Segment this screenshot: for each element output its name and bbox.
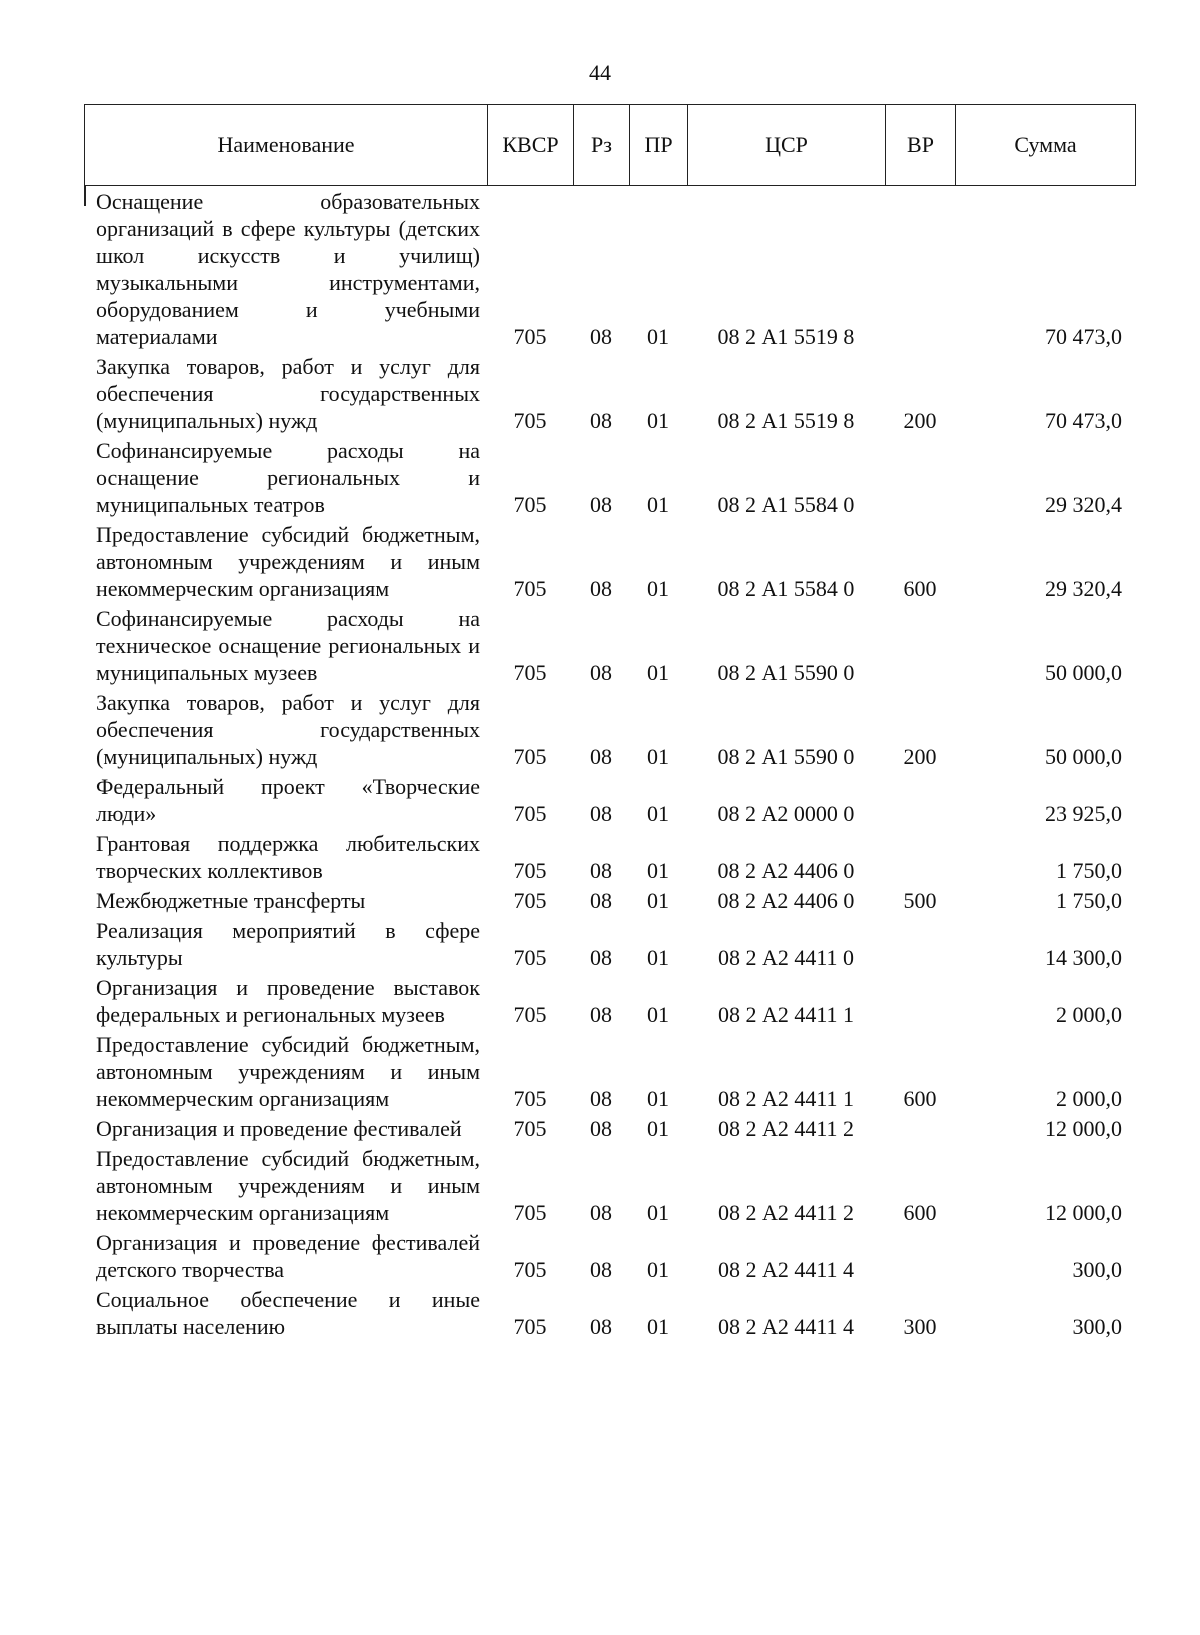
row-name: Предоставление субсидий бюджетным, автономным учреждениям и иным некоммерческим организациям xyxy=(96,522,480,601)
row-name: Грантовая поддержка любительских творческих коллективов xyxy=(96,831,480,883)
row-name: Организация и проведение фестивалей xyxy=(96,1116,462,1141)
row-pr: 01 xyxy=(647,1314,669,1339)
column-header-csr: ЦСР xyxy=(688,105,886,185)
table-row xyxy=(84,353,1136,434)
row-sum: 29 320,4 xyxy=(1045,492,1122,517)
row-pr: 01 xyxy=(647,1257,669,1282)
row-rz: 08 xyxy=(590,801,612,826)
row-sum: 12 000,0 xyxy=(1045,1200,1122,1225)
row-rz: 08 xyxy=(590,1257,612,1282)
page-number: 44 xyxy=(589,60,611,85)
row-name: Реализация мероприятий в сфере культуры xyxy=(96,918,480,970)
row-csr: 08 2 А1 5590 0 xyxy=(717,660,855,685)
row-csr: 08 2 А1 5519 8 xyxy=(717,408,855,433)
row-kvsr: 705 xyxy=(513,945,547,970)
column-header-kvsr: КВСР xyxy=(488,105,574,185)
table-row xyxy=(84,1031,1136,1112)
row-name: Организация и проведение выставок федеральных и региональных музеев xyxy=(96,975,480,1027)
row-sum: 23 925,0 xyxy=(1045,801,1122,826)
row-sum: 300,0 xyxy=(1072,1257,1122,1282)
row-pr: 01 xyxy=(647,1116,669,1141)
row-kvsr: 705 xyxy=(513,660,547,685)
row-csr: 08 2 А1 5590 0 xyxy=(717,744,855,769)
row-rz: 08 xyxy=(590,888,612,913)
column-header-pr: ПР xyxy=(630,105,688,185)
row-pr: 01 xyxy=(647,324,669,349)
row-pr: 01 xyxy=(647,660,669,685)
column-header-vr: ВР xyxy=(886,105,956,185)
row-kvsr: 705 xyxy=(513,492,547,517)
row-name: Социальное обеспечение и иные выплаты населению xyxy=(96,1287,480,1339)
row-sum: 1 750,0 xyxy=(1056,858,1122,883)
table-row xyxy=(84,887,1136,914)
row-csr: 08 2 А2 4411 4 xyxy=(717,1257,855,1282)
row-pr: 01 xyxy=(647,1002,669,1027)
row-csr: 08 2 А2 4411 0 xyxy=(717,945,855,970)
row-rz: 08 xyxy=(590,576,612,601)
table-row xyxy=(84,1286,1136,1340)
row-pr: 01 xyxy=(647,1086,669,1111)
row-pr: 01 xyxy=(647,744,669,769)
row-csr: 08 2 А2 4411 1 xyxy=(717,1086,855,1111)
row-rz: 08 xyxy=(590,744,612,769)
row-rz: 08 xyxy=(590,858,612,883)
row-sum: 12 000,0 xyxy=(1045,1116,1122,1141)
row-sum: 300,0 xyxy=(1072,1314,1122,1339)
row-sum: 2 000,0 xyxy=(1056,1086,1122,1111)
row-kvsr: 705 xyxy=(513,744,547,769)
row-csr: 08 2 А2 4411 4 xyxy=(717,1314,855,1339)
row-rz: 08 xyxy=(590,1200,612,1225)
row-kvsr: 705 xyxy=(513,576,547,601)
row-name: Закупка товаров, работ и услуг для обеспечения государственных (муниципальных) нужд xyxy=(96,354,480,433)
row-kvsr: 705 xyxy=(513,408,547,433)
row-sum: 29 320,4 xyxy=(1045,576,1122,601)
row-name: Предоставление субсидий бюджетным, автономным учреждениям и иным некоммерческим организациям xyxy=(96,1032,480,1111)
row-rz: 08 xyxy=(590,492,612,517)
column-header-rz: Рз xyxy=(574,105,630,185)
row-sum: 14 300,0 xyxy=(1045,945,1122,970)
row-name: Софинансируемые расходы на техническое оснащение региональных и муниципальных музеев xyxy=(96,606,480,685)
row-csr: 08 2 А1 5584 0 xyxy=(717,492,855,517)
row-vr: 200 xyxy=(903,744,937,769)
row-kvsr: 705 xyxy=(513,801,547,826)
row-rz: 08 xyxy=(590,1314,612,1339)
row-name: Закупка товаров, работ и услуг для обеспечения государственных (муниципальных) нужд xyxy=(96,690,480,769)
row-sum: 50 000,0 xyxy=(1045,660,1122,685)
row-vr: 200 xyxy=(903,408,937,433)
table-row xyxy=(84,773,1136,827)
row-name: Федеральный проект «Творческие люди» xyxy=(96,774,480,826)
row-pr: 01 xyxy=(647,858,669,883)
row-name: Организация и проведение фестивалей детского творчества xyxy=(96,1230,480,1282)
table-row xyxy=(84,605,1136,686)
row-pr: 01 xyxy=(647,801,669,826)
table-row xyxy=(84,1115,1136,1142)
row-kvsr: 705 xyxy=(513,1116,547,1141)
row-vr: 600 xyxy=(903,576,937,601)
row-kvsr: 705 xyxy=(513,1200,547,1225)
row-sum: 70 473,0 xyxy=(1045,324,1122,349)
row-csr: 08 2 А1 5584 0 xyxy=(717,576,855,601)
table-row xyxy=(84,689,1136,770)
row-vr: 300 xyxy=(903,1314,937,1339)
row-csr: 08 2 А2 4406 0 xyxy=(717,858,855,883)
column-header-name: Наименование xyxy=(85,105,488,185)
row-rz: 08 xyxy=(590,1086,612,1111)
row-name: Межбюджетные трансферты xyxy=(96,888,366,913)
row-pr: 01 xyxy=(647,1200,669,1225)
table-row xyxy=(84,521,1136,602)
row-csr: 08 2 А2 4411 1 xyxy=(717,1002,855,1027)
row-spacer xyxy=(84,1340,1136,1343)
row-kvsr: 705 xyxy=(513,1257,547,1282)
row-vr: 600 xyxy=(903,1086,937,1111)
table-row xyxy=(84,917,1136,971)
row-rz: 08 xyxy=(590,1002,612,1027)
row-kvsr: 705 xyxy=(513,888,547,913)
row-vr: 600 xyxy=(903,1200,937,1225)
row-name: Оснащение образовательных организаций в сфере культуры (детских школ искусств и училищ) музыкальными инструментами, оборудованием и учебными материалами xyxy=(96,189,480,349)
row-name: Предоставление субсидий бюджетным, автономным учреждениям и иным некоммерческим организациям xyxy=(96,1146,480,1225)
row-csr: 08 2 А2 4411 2 xyxy=(717,1116,855,1141)
row-kvsr: 705 xyxy=(513,858,547,883)
row-csr: 08 2 А2 4411 2 xyxy=(717,1200,855,1225)
row-rz: 08 xyxy=(590,324,612,349)
row-rz: 08 xyxy=(590,945,612,970)
row-vr: 500 xyxy=(903,888,937,913)
row-rz: 08 xyxy=(590,660,612,685)
row-pr: 01 xyxy=(647,945,669,970)
table-body xyxy=(84,188,1136,1343)
row-sum: 50 000,0 xyxy=(1045,744,1122,769)
row-rz: 08 xyxy=(590,1116,612,1141)
table-row xyxy=(84,830,1136,884)
row-rz: 08 xyxy=(590,408,612,433)
row-csr: 08 2 А1 5519 8 xyxy=(717,324,855,349)
row-pr: 01 xyxy=(647,888,669,913)
row-kvsr: 705 xyxy=(513,324,547,349)
row-kvsr: 705 xyxy=(513,1086,547,1111)
table-row xyxy=(84,188,1136,350)
row-pr: 01 xyxy=(647,492,669,517)
table-header xyxy=(84,104,1136,186)
row-csr: 08 2 А2 4406 0 xyxy=(717,888,855,913)
table-row xyxy=(84,1145,1136,1226)
table-row xyxy=(84,974,1136,1028)
row-kvsr: 705 xyxy=(513,1002,547,1027)
row-name: Софинансируемые расходы на оснащение региональных и муниципальных театров xyxy=(96,438,480,517)
table-row xyxy=(84,1229,1136,1283)
row-sum: 2 000,0 xyxy=(1056,1002,1122,1027)
row-sum: 1 750,0 xyxy=(1056,888,1122,913)
table-row xyxy=(84,437,1136,518)
column-header-sum: Сумма xyxy=(1014,132,1077,157)
row-pr: 01 xyxy=(647,576,669,601)
row-csr: 08 2 А2 0000 0 xyxy=(717,801,855,826)
row-kvsr: 705 xyxy=(513,1314,547,1339)
row-sum: 70 473,0 xyxy=(1045,408,1122,433)
row-pr: 01 xyxy=(647,408,669,433)
